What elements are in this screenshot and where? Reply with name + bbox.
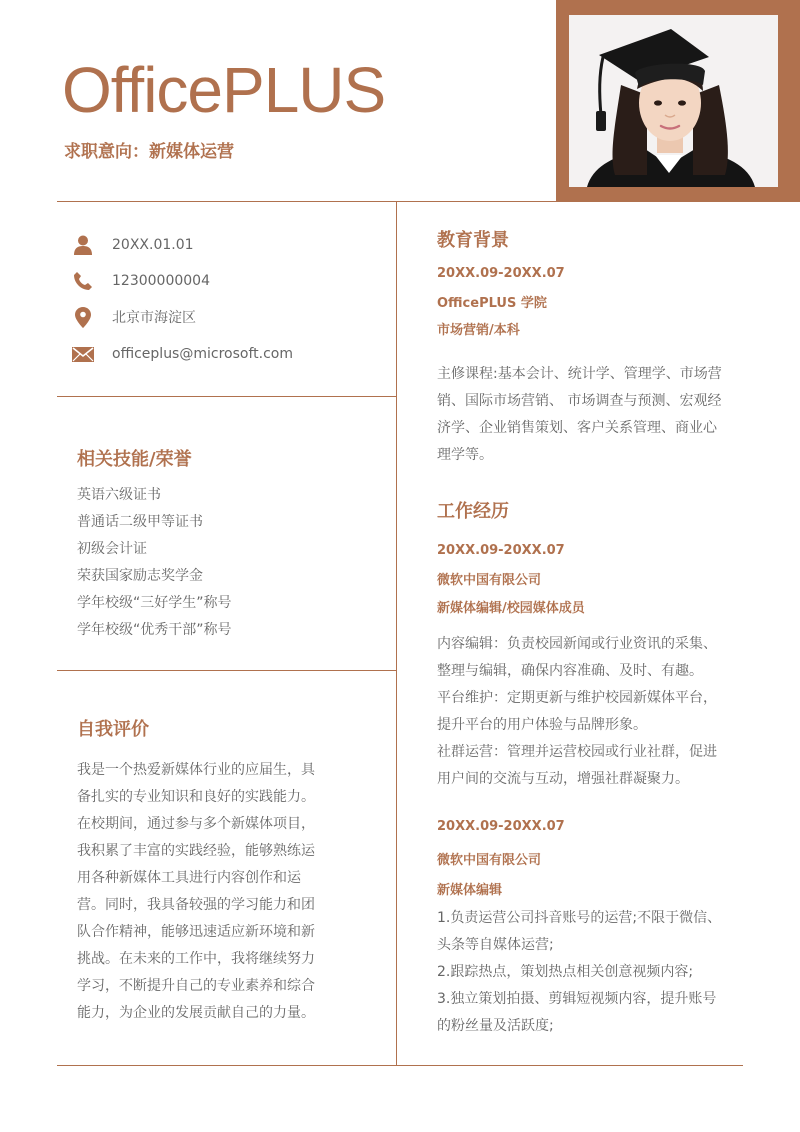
skill-item: 普通话二级甲等证书: [77, 514, 203, 530]
text-line: 队合作精神，能够迅速适应新环境和新: [77, 924, 315, 940]
text-line: 平台维护：定期更新与维护校园新媒体平台，: [437, 690, 717, 706]
text-line: 的粉丝量及活跃度;: [437, 1018, 554, 1034]
job-description: [437, 631, 757, 793]
job-intent: 求职意向：新媒体运营: [64, 142, 234, 162]
text-line: 在校期间，通过参与多个新媒体项目，: [77, 816, 315, 832]
contact-divider: [57, 396, 396, 397]
text-line: 能力，为企业的发展贡献自己的力量。: [77, 1005, 315, 1021]
column-divider: [396, 201, 397, 1065]
email-address[interactable]: officeplus@microsoft.com: [112, 346, 293, 362]
work-title: 工作经历: [437, 501, 509, 522]
text-line: 社群运营：管理并运营校园或行业社群，促进: [437, 744, 717, 760]
contact-phone: [72, 267, 392, 295]
address: 北京市海淀区: [112, 310, 196, 326]
text-line: 头条等自媒体运营;: [437, 937, 554, 953]
text-line: 理学等。: [437, 447, 493, 463]
education-title: 教育背景: [437, 230, 509, 251]
job-description: [437, 905, 757, 1040]
education-major: 市场营销/本科: [437, 323, 520, 338]
job-date: 20XX.09-20XX.07: [437, 543, 565, 558]
footer-divider: [57, 1065, 743, 1066]
text-line: 我是一个热爱新媒体行业的应届生，具: [77, 762, 315, 778]
text-line: 主修课程:基本会计、统计学、管理学、市场营: [437, 366, 722, 382]
envelope-icon: [72, 343, 94, 365]
text-line: 销、国际市场营销、 市场调查与预测、宏观经: [437, 393, 722, 409]
location-pin-icon: [72, 306, 94, 328]
text-line: 备扎实的专业知识和良好的实践能力。: [77, 789, 315, 805]
contact-birth: [72, 231, 392, 259]
self-eval-text: [77, 757, 377, 1027]
text-line: 用各种新媒体工具进行内容创作和运: [77, 870, 301, 886]
skill-item: 荣获国家励志奖学金: [77, 568, 203, 584]
text-line: 挑战。在未来的工作中，我将继续努力: [77, 951, 315, 967]
education-courses: [437, 361, 757, 469]
text-line: 济学、企业销售策划、客户关系管理、商业心: [437, 420, 717, 436]
graduate-portrait-icon: [569, 15, 778, 187]
birth-date: 20XX.01.01: [112, 237, 194, 253]
contact-email: [72, 340, 392, 368]
job-company: 微软中国有限公司: [437, 853, 542, 868]
text-line: 用户间的交流与互动，增强社群凝聚力。: [437, 771, 689, 787]
contact-address: [72, 303, 392, 331]
skill-item: 初级会计证: [77, 541, 147, 557]
person-icon: [72, 234, 94, 256]
text-line: 整理与编辑，确保内容准确、及时、有趣。: [437, 663, 703, 679]
skills-divider: [57, 670, 396, 671]
candidate-name: OfficePLUS: [62, 54, 386, 126]
skills-title: 相关技能/荣誉: [77, 449, 192, 470]
job-date: 20XX.09-20XX.07: [437, 819, 565, 834]
education-date: 20XX.09-20XX.07: [437, 266, 565, 281]
skill-item: 英语六级证书: [77, 487, 161, 503]
skill-item: 学年校级“三好学生”称号: [77, 595, 232, 611]
text-line: 提升平台的用户体验与品牌形象。: [437, 717, 647, 733]
education-school: OfficePLUS 学院: [437, 296, 547, 311]
phone-icon: [72, 270, 94, 292]
text-line: 3.独立策划拍摄、剪辑短视频内容，提升账号: [437, 991, 717, 1007]
text-line: 2.跟踪热点，策划热点相关创意视频内容;: [437, 964, 694, 980]
job-role: 新媒体编辑: [437, 883, 503, 898]
phone-number[interactable]: 12300000004: [112, 273, 210, 289]
text-line: 营。同时，我具备较强的学习能力和团: [77, 897, 315, 913]
text-line: 学习，不断提升自己的专业素养和综合: [77, 978, 315, 994]
self-eval-title: 自我评价: [77, 719, 149, 740]
skill-item: 学年校级“优秀干部”称号: [77, 622, 232, 638]
text-line: 1.负责运营公司抖音账号的运营;不限于微信、: [437, 910, 722, 926]
job-company: 微软中国有限公司: [437, 573, 542, 588]
job-role: 新媒体编辑/校园媒体成员: [437, 601, 585, 616]
text-line: 内容编辑：负责校园新闻或行业资讯的采集、: [437, 636, 717, 652]
text-line: 我积累了丰富的实践经验，能够熟练运: [77, 843, 315, 859]
profile-photo: [569, 15, 778, 187]
